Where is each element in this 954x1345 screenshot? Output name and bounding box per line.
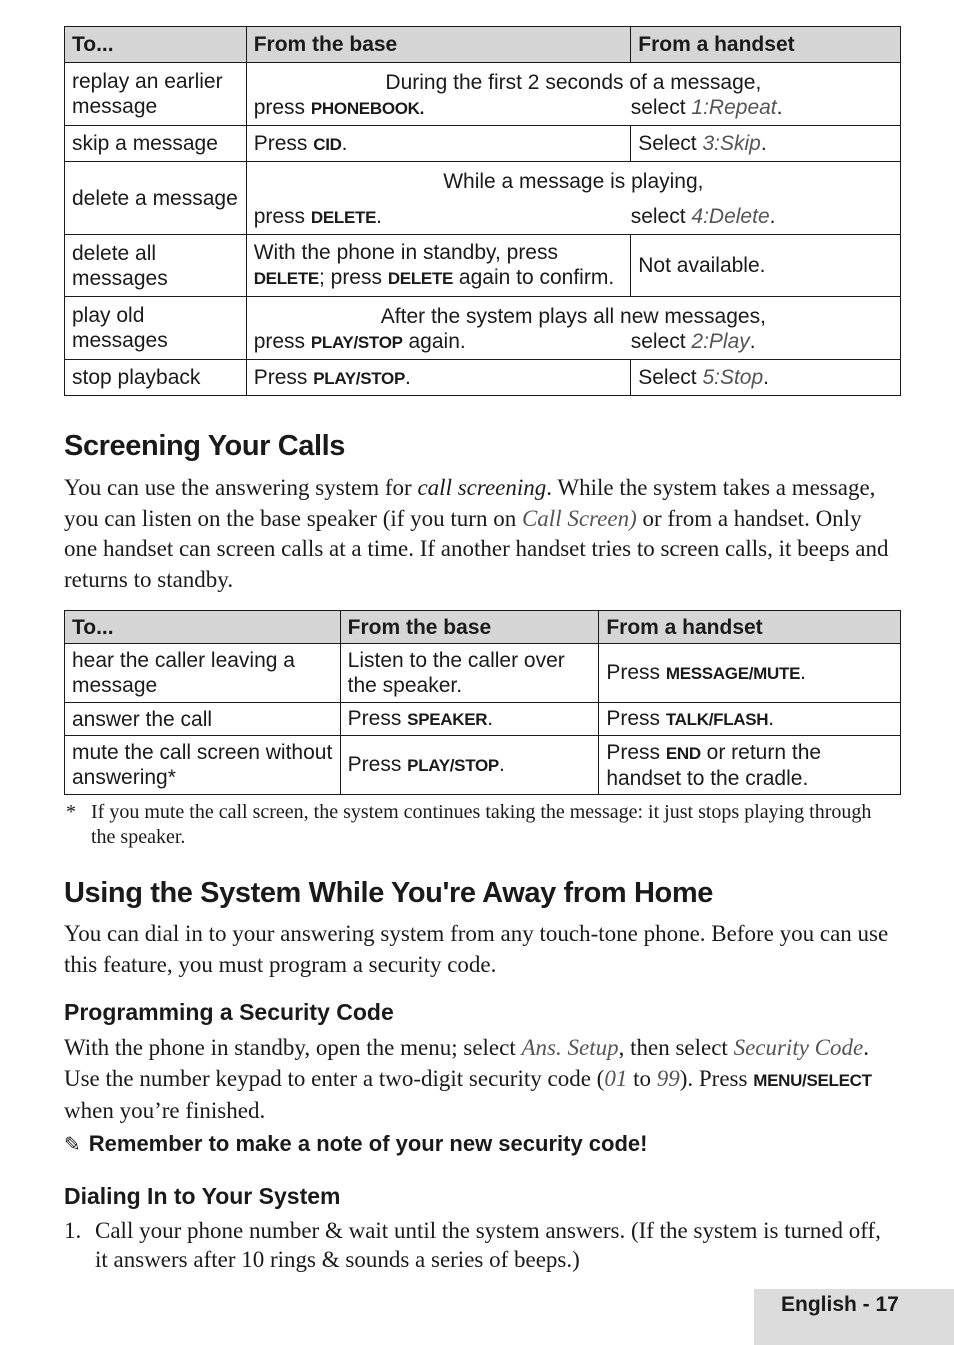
code-max: 99 <box>656 1065 680 1091</box>
handset-text-end: or return the handset to the cradle. <box>606 740 822 790</box>
security-paragraph <box>64 1033 894 1127</box>
handset-text-end: . <box>800 661 806 684</box>
handset-text-end: . <box>749 329 756 353</box>
list-item-number: 1. <box>64 1218 82 1243</box>
table-row <box>65 736 901 795</box>
base-instruction <box>246 126 631 162</box>
table-row <box>65 162 901 235</box>
table-row <box>65 644 901 703</box>
base-text-end: . <box>405 365 411 389</box>
delete-key: DELETE <box>387 269 454 288</box>
handset-instruction <box>631 204 776 230</box>
base-text: Press <box>347 707 408 730</box>
menu-option: 3:Skip <box>702 132 761 155</box>
table-row <box>65 360 901 396</box>
base-instruction <box>340 736 599 795</box>
dialing-steps-list <box>64 1216 894 1274</box>
handset-text-end: . <box>769 205 776 228</box>
subheading-dialing-in: Dialing In to Your System <box>64 1183 341 1209</box>
note-pencil-icon: ✎ <box>64 1132 81 1156</box>
handset-text-end: . <box>776 95 783 119</box>
paragraph-text: when you’re finished. <box>64 1098 266 1123</box>
base-text: press <box>253 329 311 353</box>
column-header-base: From the base <box>340 611 599 644</box>
menu-option-ans-setup: Ans. Setup <box>521 1035 619 1060</box>
list-item-text: Call your phone number & wait until the system answers. (If the system is turned off, it answers after 10 rings & sounds a series of beeps.) <box>95 1218 881 1272</box>
base-instruction <box>246 235 631 297</box>
play-stop-key: PLAY/STOP <box>313 368 405 388</box>
column-header-handset: From a handset <box>599 611 901 644</box>
end-key: END <box>665 743 701 763</box>
list-item <box>64 1216 894 1274</box>
paragraph-text: With the phone in standby, open the menu; select <box>64 1035 522 1060</box>
base-text-end: . <box>341 131 348 155</box>
code-min: 01 <box>604 1065 628 1091</box>
paragraph-text: ). Press <box>679 1065 754 1091</box>
footnote-marker: * <box>66 801 76 823</box>
call-screening-table <box>64 610 901 795</box>
shared-instruction: During the first 2 seconds of a message, <box>385 70 762 94</box>
row-action: answer the call <box>65 703 341 736</box>
base-text: With the phone in standby, press <box>253 241 558 264</box>
play-stop-key: PLAY/STOP <box>310 332 403 352</box>
table-row <box>65 63 901 126</box>
split-instructions <box>254 95 893 121</box>
menu-option-security-code: Security Code <box>733 1035 864 1060</box>
base-text: Press <box>253 131 314 155</box>
paragraph-text: to <box>627 1065 657 1091</box>
row-action: hear the caller leaving a message <box>65 644 341 703</box>
base-instruction <box>254 95 631 121</box>
table-row <box>65 703 901 736</box>
base-text-line2 <box>254 265 624 291</box>
handset-instruction <box>599 703 901 736</box>
table-header-row <box>65 611 901 644</box>
paragraph-text: , then select <box>618 1035 734 1060</box>
paragraph-text: or from a handset. Only one handset can screen calls at a time. If another handset tries to screen calls, it beeps and returns to standby. <box>64 505 889 592</box>
note-text: Remember to make a note of your new security code! <box>88 1131 648 1156</box>
row-instructions <box>246 162 900 235</box>
handset-text: Press <box>606 661 666 684</box>
handset-instruction <box>631 126 901 162</box>
row-action: stop playback <box>65 360 247 396</box>
handset-text: Select <box>638 132 703 155</box>
handset-instruction <box>631 329 756 355</box>
phonebook-key: PHONEBOOK. <box>310 98 425 118</box>
base-text-end: . <box>487 707 494 730</box>
base-text-end: . <box>498 753 505 776</box>
row-action: replay an earlier message <box>65 63 247 126</box>
base-text: press <box>253 95 311 119</box>
menu-option-call-screen: Call Screen) <box>521 505 637 531</box>
column-header-base: From the base <box>246 27 631 63</box>
handset-text: select <box>630 205 692 228</box>
base-text-end: again to confirm. <box>453 266 615 289</box>
play-stop-key: PLAY/STOP <box>407 756 499 775</box>
base-text-mid: ; press <box>318 266 388 289</box>
away-paragraph: You can dial in to your answering system from any touch-tone phone. Before you can use this feature, you must program a security code. <box>64 921 889 977</box>
table-header-row <box>65 27 901 63</box>
handset-text: Press <box>606 740 666 764</box>
row-instructions <box>246 297 900 360</box>
handset-text: select <box>630 329 692 353</box>
cid-key: CID <box>313 134 342 154</box>
base-instruction <box>246 360 631 396</box>
handset-text: Select <box>638 366 703 389</box>
note <box>64 1131 647 1157</box>
row-action: delete a message <box>65 162 247 235</box>
base-text: Press <box>253 365 314 389</box>
section-heading-screening: Screening Your Calls <box>64 430 346 462</box>
row-action: delete all messages <box>65 235 247 297</box>
message-playback-table <box>64 26 901 396</box>
row-action: skip a message <box>65 126 247 162</box>
menu-option: 5:Stop <box>702 366 764 389</box>
paragraph-text: You can use the answering system for <box>64 475 418 500</box>
split-instructions <box>254 204 893 230</box>
handset-instruction <box>631 360 901 396</box>
term-call-screening: call screening <box>417 475 547 500</box>
base-instruction <box>340 703 599 736</box>
shared-instruction: While a message is playing, <box>443 170 704 193</box>
screening-paragraph <box>64 473 894 595</box>
handset-text-end: . <box>768 707 775 730</box>
menu-select-key: MENU/SELECT <box>753 1070 872 1090</box>
table-row <box>65 126 901 162</box>
column-header-handset: From a handset <box>631 27 901 63</box>
table-row <box>65 235 901 297</box>
talk-flash-key: TALK/FLASH <box>665 710 769 729</box>
handset-text-end: . <box>760 132 767 155</box>
base-text: press <box>253 205 311 228</box>
message-mute-key: MESSAGE/MUTE <box>665 664 801 683</box>
row-action: play old messages <box>65 297 247 360</box>
menu-option: 4:Delete <box>691 205 770 228</box>
base-text: Press <box>347 753 408 776</box>
delete-key: DELETE <box>253 269 319 288</box>
base-instruction <box>254 329 631 355</box>
subheading-security-code: Programming a Security Code <box>64 999 394 1025</box>
handset-instruction <box>599 644 901 703</box>
split-instructions <box>254 329 893 355</box>
table-row <box>65 297 901 360</box>
column-header-to: To... <box>65 611 341 644</box>
base-instruction: Listen to the caller over the speaker. <box>340 644 599 703</box>
base-text-end: . <box>376 205 382 228</box>
shared-instruction: After the system plays all new messages, <box>380 304 766 328</box>
row-instructions <box>246 63 900 126</box>
handset-text: Press <box>606 707 666 730</box>
page-number-label: English - 17 <box>754 1289 954 1345</box>
paragraph-text: . Use the number keypad to enter a two-digit security code ( <box>64 1035 869 1091</box>
base-instruction <box>254 204 631 230</box>
menu-option: 2:Play <box>691 329 750 353</box>
handset-instruction <box>599 736 901 795</box>
section-heading-away: Using the System While You're Away from Home <box>64 877 713 909</box>
delete-key: DELETE <box>310 208 377 227</box>
footnote <box>64 800 894 850</box>
speaker-key: SPEAKER <box>407 710 488 729</box>
row-action: mute the call screen without answering* <box>65 736 341 795</box>
base-text-end: again. <box>402 329 466 353</box>
column-header-to: To... <box>65 27 247 63</box>
handset-text-end: . <box>763 366 770 389</box>
handset-instruction <box>631 95 783 121</box>
handset-text: select <box>630 95 692 119</box>
footnote-text: If you mute the call screen, the system continues taking the message: it just stops playing through the speaker. <box>91 801 872 848</box>
menu-option: 1:Repeat <box>691 95 777 119</box>
paragraph-text: . While the system takes a message, you can listen on the base speaker (if you turn on <box>64 475 876 531</box>
handset-instruction: Not available. <box>631 235 901 297</box>
